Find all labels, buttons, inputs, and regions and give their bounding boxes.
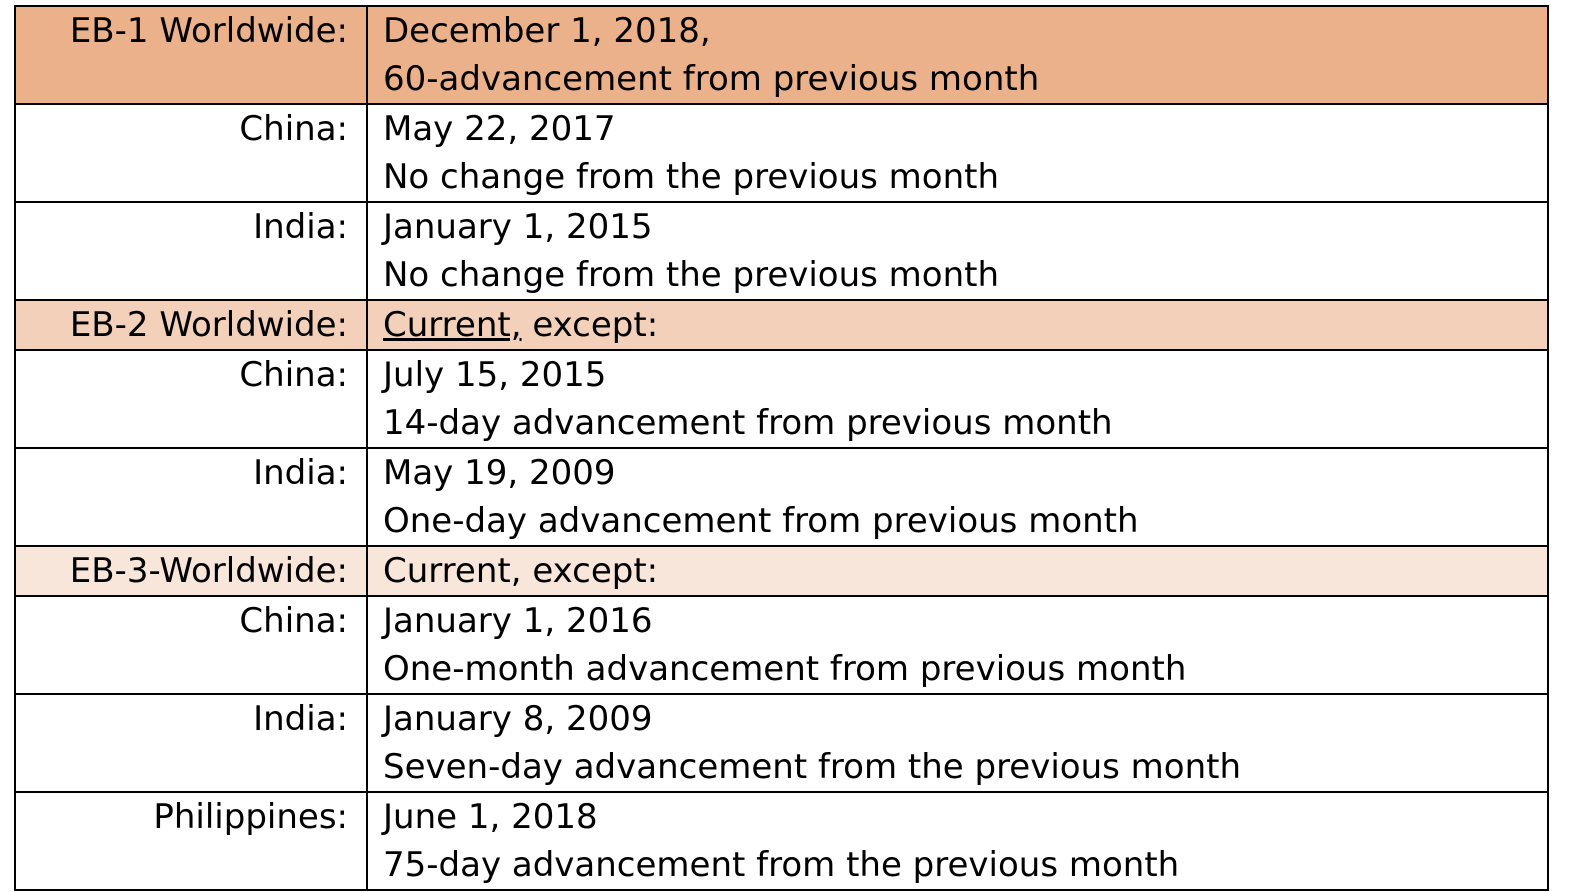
- change-note: 60-advancement from previous month: [383, 59, 1040, 99]
- table-row-eb3-philippines: [15, 792, 1548, 890]
- change-note: One-day advancement from previous month: [383, 501, 1139, 541]
- change-note: One-month advancement from previous month: [383, 649, 1187, 689]
- country-label: China:: [239, 109, 348, 149]
- row-value: [367, 350, 1548, 448]
- row-label: [15, 596, 367, 694]
- cutoff-date: December 1, 2018,: [383, 11, 711, 51]
- cutoff-date: Current, except:: [383, 551, 659, 591]
- row-label: [15, 546, 367, 596]
- row-value: [367, 596, 1548, 694]
- except-text: except:: [521, 305, 659, 345]
- row-label: [15, 202, 367, 300]
- cutoff-date: June 1, 2018: [383, 797, 598, 837]
- cutoff-date: [383, 301, 1547, 349]
- row-label: [15, 792, 367, 890]
- change-note: 14-day advancement from previous month: [383, 403, 1113, 443]
- row-label: [15, 350, 367, 448]
- table-row-eb1-china: [15, 104, 1548, 202]
- country-label: China:: [239, 355, 348, 395]
- table-row-eb3-india: [15, 694, 1548, 792]
- table-row-eb2-india: [15, 448, 1548, 546]
- row-label: [15, 6, 367, 104]
- change-note: 75-day advancement from the previous month: [383, 845, 1180, 885]
- cutoff-date: January 8, 2009: [383, 699, 653, 739]
- country-label: India:: [253, 207, 348, 247]
- table-row-eb3-china: [15, 596, 1548, 694]
- change-note: No change from the previous month: [383, 157, 1000, 197]
- row-value: [367, 448, 1548, 546]
- visa-bulletin-table: [14, 5, 1549, 891]
- country-label: China:: [239, 601, 348, 641]
- change-note: No change from the previous month: [383, 255, 1000, 295]
- row-label: [15, 694, 367, 792]
- row-label: [15, 448, 367, 546]
- country-label: India:: [253, 453, 348, 493]
- row-value: [367, 694, 1548, 792]
- table-row-eb3-worldwide: [15, 546, 1548, 596]
- row-value: [367, 202, 1548, 300]
- cutoff-date: July 15, 2015: [383, 355, 607, 395]
- change-note: Seven-day advancement from the previous month: [383, 747, 1242, 787]
- table-row-eb1-worldwide: [15, 6, 1548, 104]
- row-value: [367, 300, 1548, 350]
- country-label: Philippines:: [153, 797, 348, 837]
- row-value: [367, 546, 1548, 596]
- current-link[interactable]: Current,: [383, 305, 522, 345]
- row-value: [367, 104, 1548, 202]
- table-row-eb2-china: [15, 350, 1548, 448]
- cutoff-date: May 22, 2017: [383, 109, 616, 149]
- row-label: [15, 300, 367, 350]
- category-label: EB-1 Worldwide:: [69, 11, 348, 51]
- category-label: EB-2 Worldwide:: [69, 305, 348, 345]
- row-value: [367, 792, 1548, 890]
- row-value: [367, 6, 1548, 104]
- table-row-eb1-india: [15, 202, 1548, 300]
- category-label: EB-3-Worldwide:: [69, 551, 348, 591]
- cutoff-date: May 19, 2009: [383, 453, 616, 493]
- cutoff-date: January 1, 2015: [383, 207, 653, 247]
- country-label: India:: [253, 699, 348, 739]
- cutoff-date: January 1, 2016: [383, 601, 653, 641]
- row-label: [15, 104, 367, 202]
- table-row-eb2-worldwide: [15, 300, 1548, 350]
